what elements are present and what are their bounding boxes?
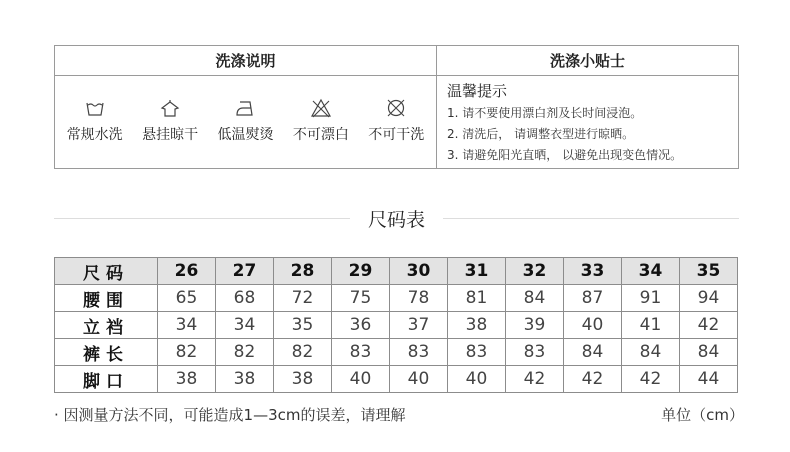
table-cell: 83 [390, 339, 448, 366]
care-item-no-bleach [293, 98, 349, 144]
table-cell: 65 [158, 285, 216, 312]
table-row [55, 312, 738, 339]
row-label: 立裆 [55, 312, 158, 339]
divider-left [54, 218, 350, 219]
table-row [55, 285, 738, 312]
care-item-wash [67, 98, 123, 144]
size-chart-title: 尺码表 [368, 208, 426, 231]
table-cell: 39 [506, 312, 564, 339]
table-cell: 84 [680, 339, 738, 366]
row-label: 脚口 [55, 366, 158, 393]
table-cell: 37 [390, 312, 448, 339]
tips-heading: 温馨提示 [447, 82, 508, 100]
table-cell: 75 [332, 285, 390, 312]
table-cell: 34 [158, 312, 216, 339]
table-cell: 36 [332, 312, 390, 339]
size-col-header: 34 [622, 258, 680, 285]
wash-tub-icon [84, 98, 106, 118]
table-cell: 84 [622, 339, 680, 366]
size-col-header: 30 [390, 258, 448, 285]
table-cell: 84 [564, 339, 622, 366]
table-cell: 94 [680, 285, 738, 312]
tip-line: 3. 请避免阳光直晒， 以避免出现变色情况。 [447, 148, 683, 162]
table-cell: 83 [448, 339, 506, 366]
table-cell: 72 [274, 285, 332, 312]
table-cell: 42 [506, 366, 564, 393]
iron-icon [234, 98, 256, 118]
tips-body [437, 76, 738, 166]
table-cell: 83 [506, 339, 564, 366]
table-cell: 84 [506, 285, 564, 312]
care-instructions-table [54, 45, 739, 169]
table-cell: 41 [622, 312, 680, 339]
care-label: 低温熨烫 [217, 127, 274, 143]
care-label: 不可干洗 [368, 127, 425, 143]
table-row [55, 339, 738, 366]
unit-label: 单位（cm） [661, 406, 744, 424]
size-col-header: 32 [506, 258, 564, 285]
size-col-header: 26 [158, 258, 216, 285]
size-chart-heading [54, 203, 739, 233]
care-label: 常规水洗 [66, 127, 123, 143]
table-cell: 38 [216, 366, 274, 393]
table-cell: 40 [390, 366, 448, 393]
table-cell: 35 [274, 312, 332, 339]
wash-instructions-title: 洗涤说明 [55, 46, 436, 76]
table-cell: 42 [564, 366, 622, 393]
table-cell: 78 [390, 285, 448, 312]
row-label: 裤长 [55, 339, 158, 366]
table-cell: 38 [448, 312, 506, 339]
size-header-row [55, 258, 738, 285]
table-row [55, 366, 738, 393]
table-cell: 68 [216, 285, 274, 312]
size-col-header: 35 [680, 258, 738, 285]
table-cell: 82 [216, 339, 274, 366]
wash-instructions-panel [55, 46, 437, 168]
table-cell: 42 [622, 366, 680, 393]
table-cell: 40 [448, 366, 506, 393]
table-cell: 81 [448, 285, 506, 312]
size-col-header: 28 [274, 258, 332, 285]
wash-tips-title: 洗涤小贴士 [437, 46, 738, 76]
care-item-no-dry-clean [368, 98, 424, 144]
table-cell: 82 [274, 339, 332, 366]
table-cell: 40 [332, 366, 390, 393]
tip-line: 1. 请不要使用漂白剂及长时间浸泡。 [447, 106, 643, 120]
measurement-note: · 因测量方法不同，可能造成1—3cm的误差，请理解 [54, 406, 406, 424]
table-cell: 82 [158, 339, 216, 366]
no-bleach-icon [310, 98, 332, 118]
table-cell: 87 [564, 285, 622, 312]
table-cell: 40 [564, 312, 622, 339]
size-col-header: 29 [332, 258, 390, 285]
size-col-header: 27 [216, 258, 274, 285]
table-cell: 83 [332, 339, 390, 366]
divider-right [443, 218, 739, 219]
table-cell: 91 [622, 285, 680, 312]
tip-line: 2. 清洗后， 请调整衣型进行晾晒。 [447, 127, 635, 141]
no-dry-clean-icon [385, 98, 407, 118]
size-header-label: 尺码 [55, 258, 158, 285]
care-label: 不可漂白 [292, 127, 349, 143]
table-cell: 38 [274, 366, 332, 393]
row-label: 腰围 [55, 285, 158, 312]
table-cell: 38 [158, 366, 216, 393]
care-item-iron [217, 98, 273, 144]
size-col-header: 31 [448, 258, 506, 285]
table-cell: 44 [680, 366, 738, 393]
care-icons-row [55, 76, 436, 168]
size-table [54, 257, 738, 393]
table-cell: 42 [680, 312, 738, 339]
wash-tips-panel [437, 46, 738, 168]
table-cell: 34 [216, 312, 274, 339]
care-label: 悬挂晾干 [142, 127, 199, 143]
hang-dry-icon [159, 98, 181, 118]
size-col-header: 33 [564, 258, 622, 285]
care-item-hang [142, 98, 198, 144]
